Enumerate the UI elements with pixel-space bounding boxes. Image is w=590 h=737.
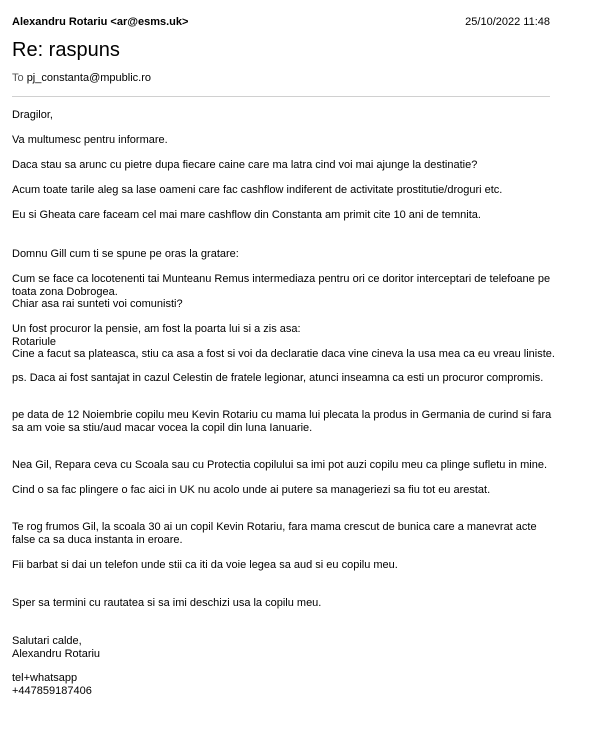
email-header: [12, 16, 550, 32]
body-paragraph: [12, 159, 572, 172]
body-line: toata zona Dobrogea.: [12, 285, 118, 298]
body-paragraph: [12, 273, 572, 311]
body-line: Chiar asa rai sunteti voi comunisti?: [12, 298, 183, 310]
body-line: Acum toate tarile aleg sa lase oameni care fac cashflow indiferent de activitate prostitutie/droguri etc.: [12, 184, 503, 196]
body-line: pe data de 12 Noiembrie copilu meu Kevin Rotariu cu mama lui plecata la produs in Germania de curind si fara: [12, 409, 552, 421]
header-divider: [12, 96, 550, 97]
body-paragraph: [12, 323, 572, 361]
body-line: Domnu Gill cum ti se spune pe oras la gratare:: [12, 248, 239, 260]
body-line: +447859187406: [12, 684, 92, 697]
body-line: Sper sa termini cu rautatea si sa imi deschizi usa la copilu meu.: [12, 597, 322, 609]
sender: Alexandru Rotariu <ar@esms.uk>: [12, 16, 189, 28]
body-line: Te rog frumos Gil, la scoala 30 ai un copil Kevin Rotariu, fara mama crescut de bunica care a manevrat acte: [12, 521, 537, 533]
email-subject: Re: raspuns: [12, 39, 120, 61]
body-line: Daca stau sa arunc cu pietre dupa fiecare caine care ma latra cind voi mai ajunge la destinatie?: [12, 159, 478, 171]
body-line: Va multumesc pentru informare.: [12, 134, 168, 146]
body-line: Fii barbat si dai un telefon unde stii ca iti da voie legea sa aud si eu copilu meu.: [12, 559, 398, 571]
body-paragraph: [12, 248, 572, 261]
body-line: Cine a facut sa plateasca, stiu ca asa a fost si voi da declaratie daca vine cineva la usa mea ca eu vreau liniste.: [12, 348, 555, 360]
body-line: Dragilor,: [12, 109, 53, 121]
to-label: To: [12, 72, 24, 84]
body-line: sa am voie sa stiu/aud macar vocea la copil din luna Ianuarie.: [12, 421, 313, 434]
body-line: Salutari calde,: [12, 635, 82, 647]
body-line: Un fost procuror la pensie, am fost la poarta lui si a zis asa:: [12, 323, 301, 335]
body-line: ps. Daca ai fost santajat in cazul Celestin de fratele legionar, atunci inseamna ca esti un procuror compromis.: [12, 372, 544, 384]
sent-date: 25/10/2022 11:48: [465, 16, 550, 28]
body-line: Cum se face ca locotenenti tai Munteanu Remus intermediaza pentru ori ce doritor interceptari de telefoane pe: [12, 273, 551, 285]
body-paragraph: [12, 109, 572, 122]
body-paragraph: [12, 184, 572, 197]
body-line: false ca sa duca instanta in eroare.: [12, 533, 183, 546]
body-line: Alexandru Rotariu: [12, 647, 101, 660]
body-line: tel+whatsapp: [12, 672, 78, 684]
body-line: Eu si Gheata care faceam cel mai mare cashflow din Constanta am primit cite 10 ani de temnita.: [12, 209, 481, 221]
body-paragraph: [12, 209, 572, 222]
body-paragraph: [12, 597, 572, 610]
body-paragraph: [12, 559, 572, 572]
body-paragraph: [12, 409, 572, 434]
body-line: Rotariule: [12, 335, 57, 348]
body-paragraph: [12, 134, 572, 147]
body-paragraph: [12, 484, 572, 497]
body-paragraph: [12, 521, 572, 546]
recipient-row: [12, 72, 151, 84]
recipient-address[interactable]: pj_constanta@mpublic.ro: [26, 72, 151, 84]
body-line: Cind o sa fac plingere o fac aici in UK nu acolo unde ai putere sa manageriezi sa fiu tot eu arestat.: [12, 484, 491, 496]
body-paragraph: [12, 672, 572, 697]
body-paragraph: [12, 635, 572, 660]
body-paragraph: [12, 372, 572, 385]
body-paragraph: [12, 459, 572, 472]
body-line: Nea Gil, Repara ceva cu Scoala sau cu Protectia copilului sa imi pot auzi copilu meu ca plinge sufletu in mine.: [12, 459, 547, 471]
